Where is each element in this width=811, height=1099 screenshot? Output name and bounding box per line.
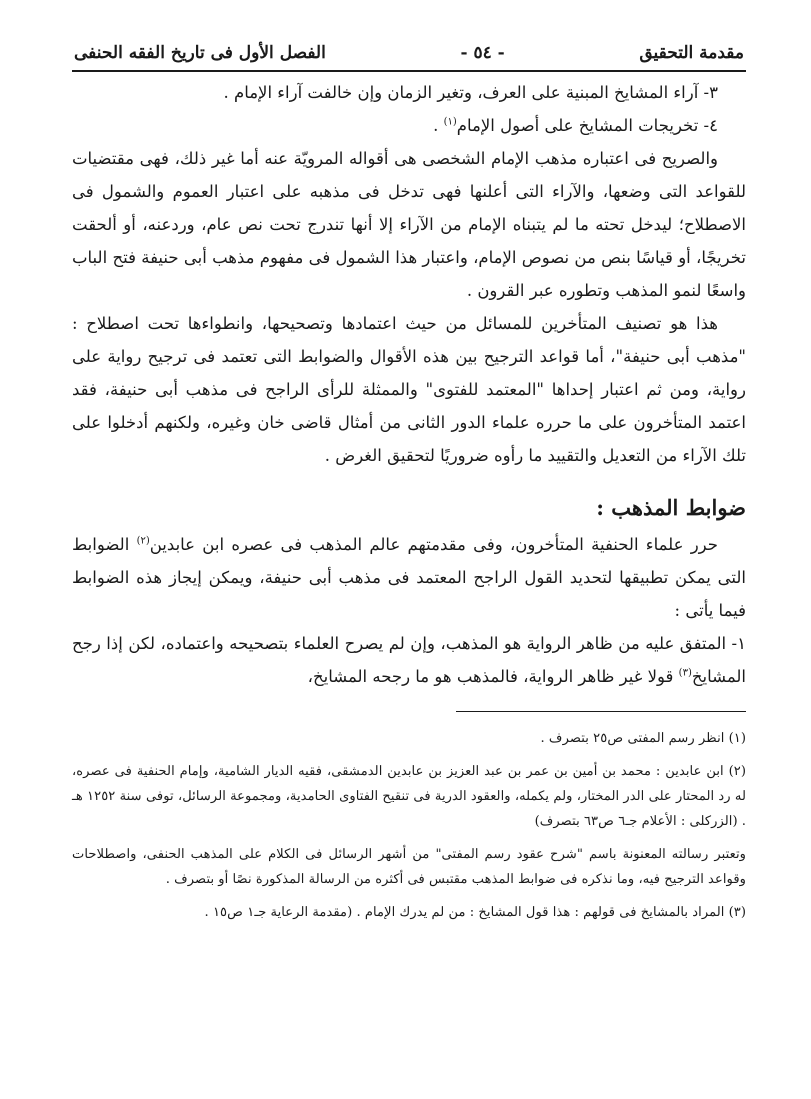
rule-item-1 (72, 627, 746, 693)
header-page-number: - ٥٤ - (460, 43, 505, 63)
section-heading: ضوابط المذهب : (596, 495, 746, 520)
rule-item-1-text: ١- المتفق عليه من ظاهر الرواية هو المذهب، وإن لم يصرح العلماء بتصحيحه واعتماده، لكن إذا رجح المشايخ (72, 634, 746, 686)
book-page (72, 40, 746, 933)
running-header (72, 40, 746, 72)
main-text (72, 76, 746, 693)
footnote-ref-3[interactable]: (٣) (678, 667, 692, 679)
footnote-ref-1[interactable]: (١) (443, 116, 457, 128)
section-intro-rest: الضوابط التى يمكن تطبيقها لتحديد القول الراجح المعتمد فى مذهب أبى حنيفة، ويمكن إيجاز هذه الضوابط فيما يأتى : (72, 535, 746, 620)
section-intro (72, 528, 746, 627)
header-chapter-title: الفصل الأول فى تاريخ الفقه الحنفى (74, 43, 326, 63)
list-item-3: ٣- آراء المشايخ المبنية على العرف، وتغير الزمان وإن خالفت آراء الإمام . (223, 83, 718, 102)
header-book-part: مقدمة التحقيق (639, 43, 744, 63)
list-item-4-tail: . (433, 116, 439, 135)
footnote-separator (456, 711, 746, 712)
footnotes (72, 726, 746, 925)
rule-item-1-rest: قولا غير ظاهر الرواية، فالمذهب هو ما رجحه المشايخ، (307, 667, 679, 686)
list-item-4 (72, 109, 746, 142)
paragraph-1: والصريح فى اعتباره مذهب الإمام الشخصى هى أقواله المرويّة عنه أما غير ذلك، فهى مقتضيات للقواعد التى وضعها، والآراء التى أعلنها فهى تدخل فى مذهبه على اعتبار العموم والشمول فى الاصطلاح؛ ليدخل تحته ما لم يتبناه الإمام من الآراء إلا أنها تندرج تحت نص عام، وردعنه، أو ألحقت تخريجًا، أو قياسًا بنص من نصوص الإمام، واعتبار هذا الشمول فى مفهوم مذهب أبى حنيفة فتح الباب واسعًا لنمو المذهب وتطوره عبر القرون . (72, 149, 746, 300)
footnote-2: (٢) ابن عابدين : محمد بن أمين بن عمر بن عبد العزيز بن عابدين الدمشقى، فقيه الديار الشامية، وإمام الحنفية فى عصره، له رد المحتار على الدر المختار، ولم يكمله، والعقود الدرية فى تنقيح الفتاوى الحامدية، ومجموعة الرسائل، توفى سنة ١٢٥٢ هـ . (الزركلى : الأعلام جـ٦ ص٦٣ بتصرف) (72, 764, 746, 829)
footnote-ref-2[interactable]: (٢) (136, 535, 150, 547)
footnote-3: (٣) المراد بالمشايخ فى قولهم : هذا قول المشايخ : من لم يدرك الإمام . (مقدمة الرعاية جـ١ ص١٥ . (204, 905, 746, 920)
section-intro-text: حرر علماء الحنفية المتأخرون، وفى مقدمتهم عالم المذهب فى عصره ابن عابدين (149, 535, 718, 554)
footnote-2-continued: وتعتبر رسالته المعنونة باسم "شرح عقود رسم المفتى" من أشهر الرسائل فى الكلام على المذهب الحنفى، واصطلاحات وقواعد الترجيح فيه، وما نذكره فى ضوابط المذهب مقتبس فى أكثره من الرسالة المذكورة نصًا أو بتصرف . (72, 847, 746, 887)
footnote-1: (١) انظر رسم المفتى ص٢٥ بتصرف . (540, 731, 746, 746)
paragraph-2: هذا هو تصنيف المتأخرين للمسائل من حيث اعتمادها وتصحيحها، وانطواءها تحت اصطلاح : "مذهب أبى حنيفة"، أما قواعد الترجيح بين هذه الأقوال والضوابط التى تعتمد فى ترجيح رواية على رواية، ومن ثم اعتبار إحداها "المعتمد للفتوى" والممثلة للرأى الراجح فى مذهب أبى حنيفة، فقد اعتمد المتأخرون على ما حرره علماء الدور الثانى من أمثال قاضى خان وغيره، ولكنهم أدخلوا على تلك الآراء من التعديل والتقييد ما رأوه ضروريًا لتحقيق الغرض . (72, 314, 746, 465)
list-item-4-text: ٤- تخريجات المشايخ على أصول الإمام (456, 116, 718, 135)
